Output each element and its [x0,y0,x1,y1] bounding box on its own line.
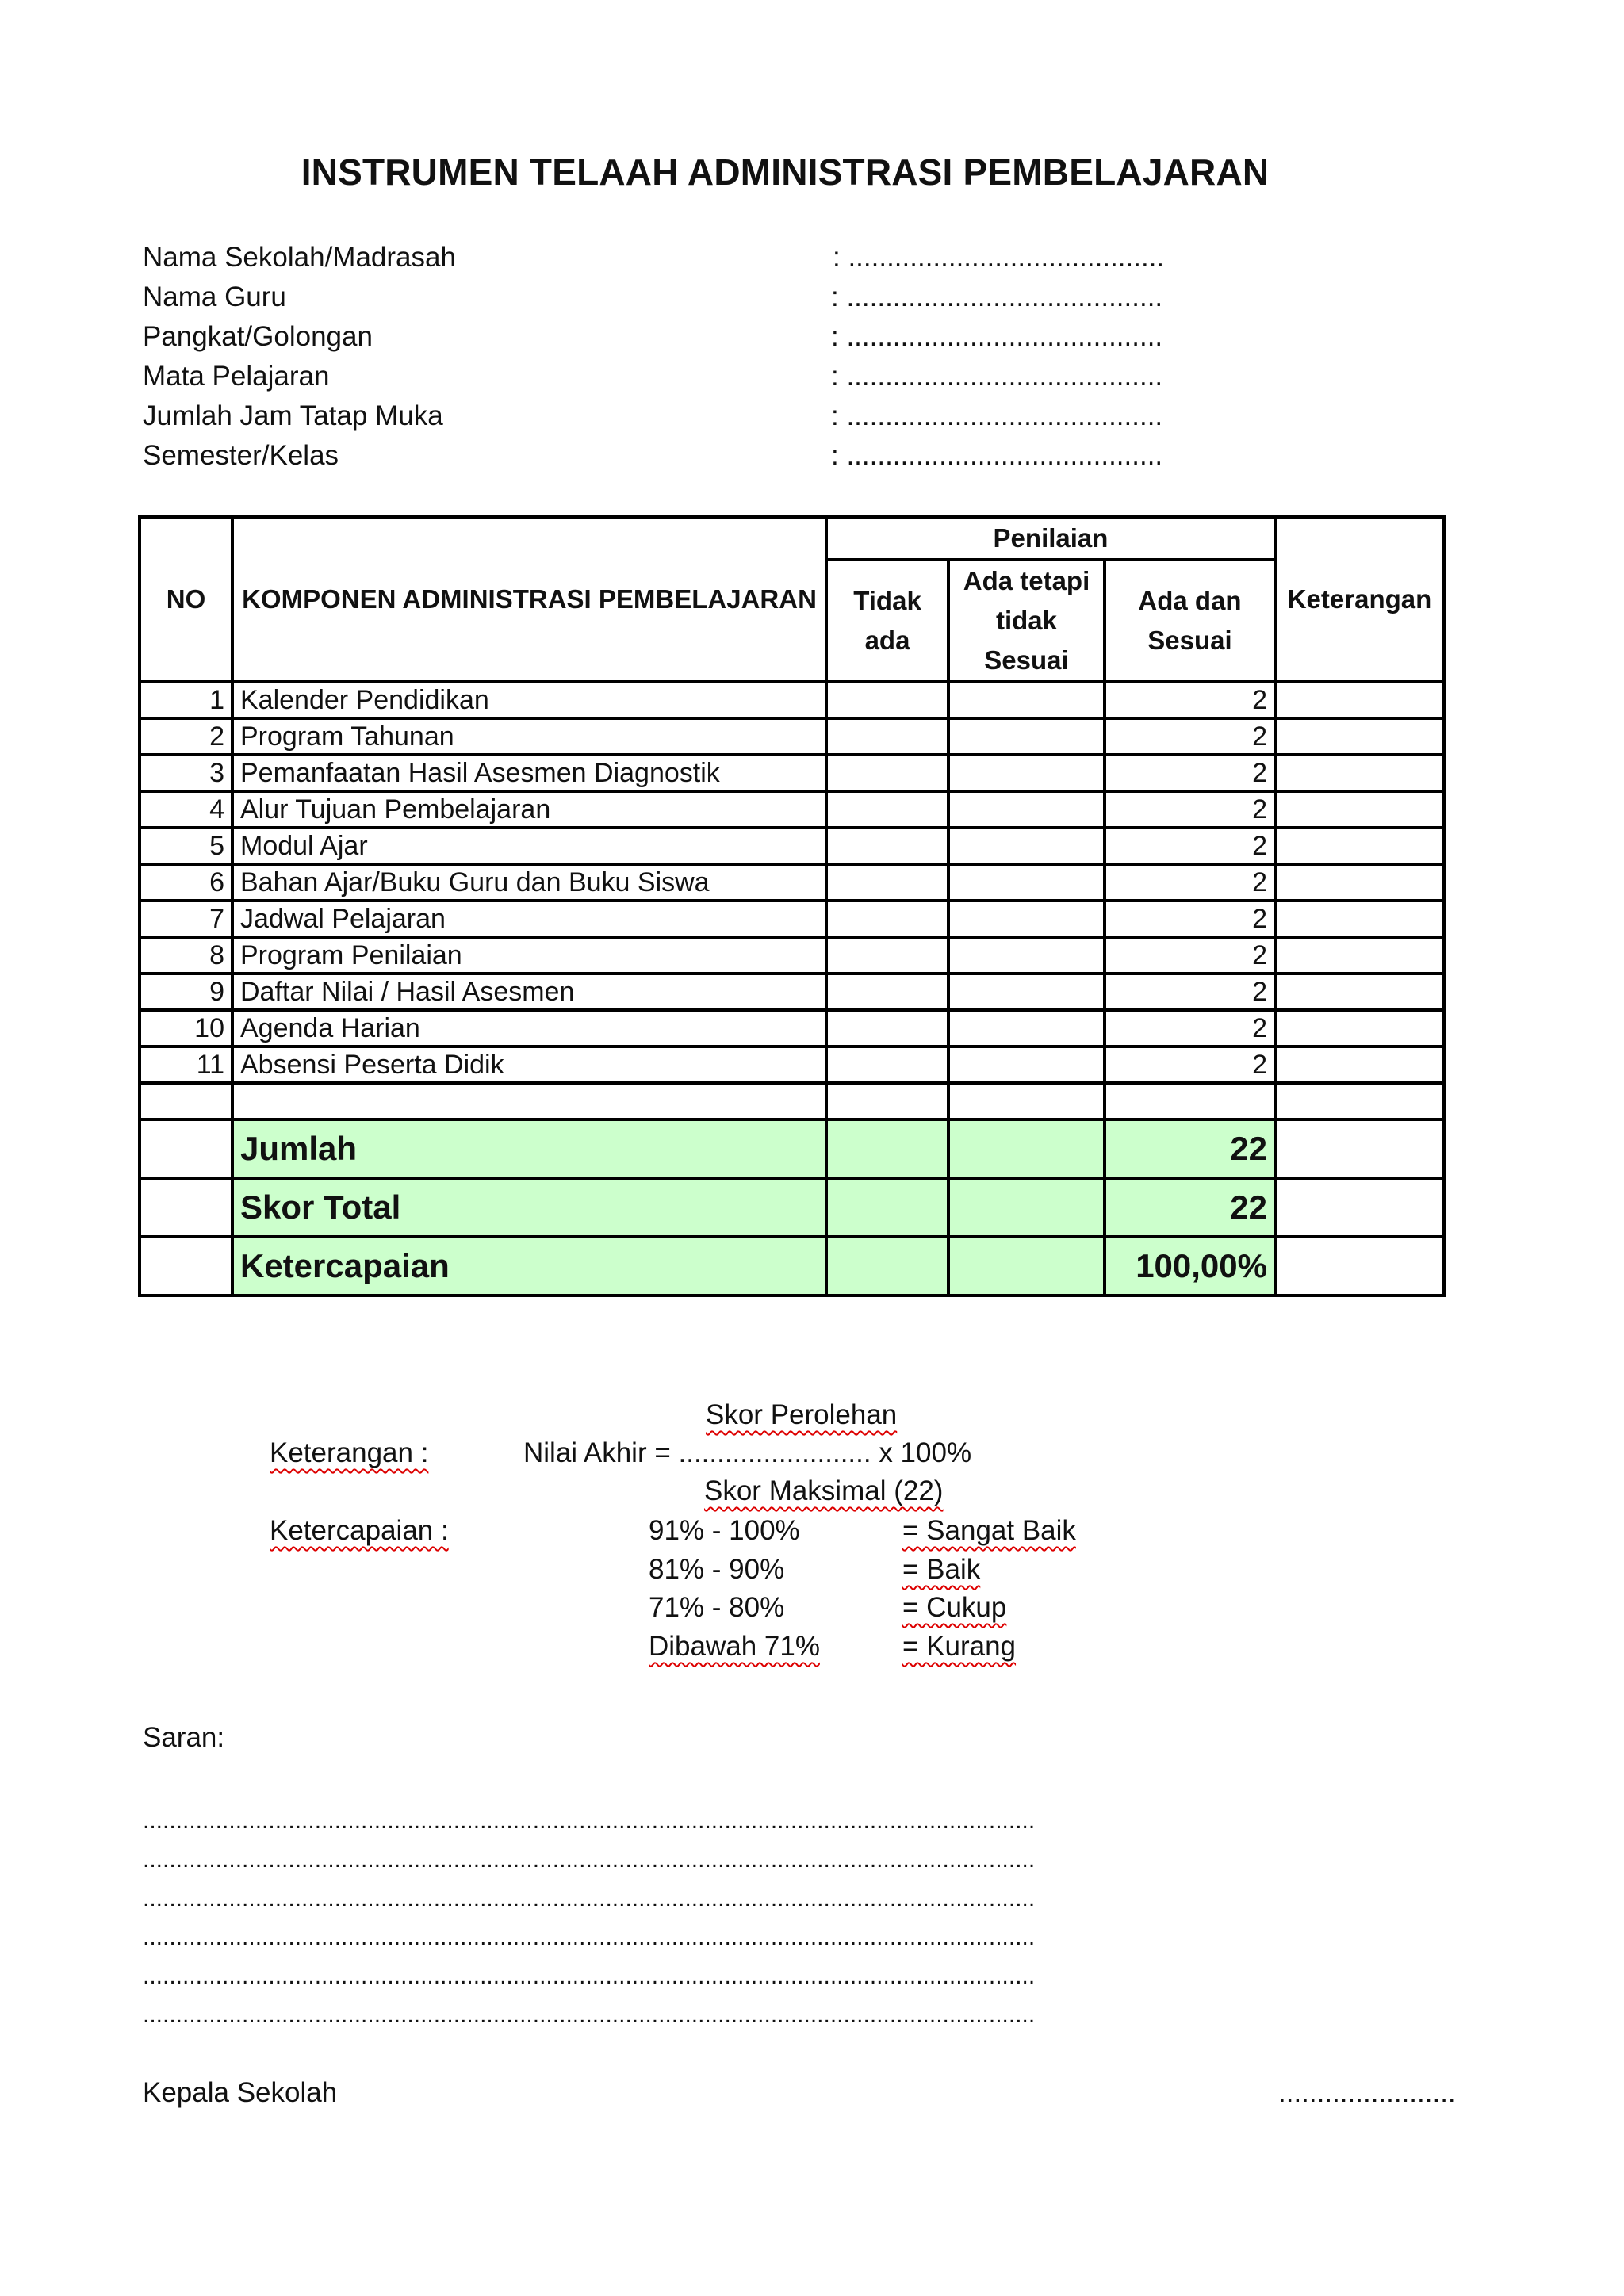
info-label: Mata Pelajaran [143,361,330,392]
summary-label: Jumlah [232,1119,826,1178]
cell-komponen: Modul Ajar [232,828,826,864]
table-row [140,682,1444,718]
saran-line[interactable]: ....................................................................................................................................... [143,2002,1036,2028]
cell-empty [826,1237,948,1295]
cell-no: 11 [140,1047,232,1083]
info-row-guru [143,277,1332,317]
header-line: Ada dan [1138,586,1242,615]
table-row [140,937,1444,974]
cell-tidak-ada [826,1047,948,1083]
cell-empty [140,1119,232,1178]
scale-result: = Cukup [902,1592,1007,1623]
cell-empty [140,1083,232,1119]
saran-line[interactable]: ....................................................................................................................................... [143,1885,1036,1911]
cell-ket [1275,718,1444,755]
info-row-semester [143,436,1332,476]
scale-range: Dibawah 71% [649,1631,820,1662]
cell-ada-tidak [948,901,1105,937]
scale-result: = Sangat Baik [902,1515,1076,1546]
info-label: Nama Guru [143,281,286,312]
saran-label: Saran: [143,1722,225,1753]
cell-ket [1275,974,1444,1010]
summary-value: 100,00% [1105,1237,1275,1295]
cell-ada-sesuai: 2 [1105,755,1275,791]
cell-komponen: Alur Tujuan Pembelajaran [232,791,826,828]
info-value: : ......................................... [831,440,1163,471]
summary-value: 22 [1105,1119,1275,1178]
cell-tidak-ada [826,901,948,937]
info-label: Semester/Kelas [143,440,339,471]
cell-ada-sesuai: 2 [1105,901,1275,937]
cell-ada-sesuai: 2 [1105,974,1275,1010]
cell-tidak-ada [826,974,948,1010]
cell-ada-tidak [948,755,1105,791]
scale-range: 71% - 80% [649,1592,785,1623]
cell-ada-tidak [948,791,1105,828]
info-label: Pangkat/Golongan [143,321,373,352]
info-row-mapel [143,357,1332,396]
header-tidak-ada [826,560,948,682]
ketercapaian-label: Ketercapaian : [270,1515,449,1546]
formula-numerator: Skor Perolehan [706,1399,898,1430]
info-label: Nama Sekolah/Madrasah [143,242,456,273]
cell-komponen: Agenda Harian [232,1010,826,1047]
cell-empty [948,1119,1105,1178]
cell-empty [826,1083,948,1119]
table-row [140,718,1444,755]
cell-empty [826,1119,948,1178]
table-row-empty [140,1083,1444,1119]
cell-ket [1275,1010,1444,1047]
cell-ada-sesuai: 2 [1105,1047,1275,1083]
cell-ada-tidak [948,828,1105,864]
cell-ada-sesuai: 2 [1105,828,1275,864]
info-label: Jumlah Jam Tatap Muka [143,400,443,431]
table-row [140,901,1444,937]
header-no: NO [140,517,232,682]
formula-denominator: Skor Maksimal (22) [704,1475,944,1506]
cell-ada-sesuai: 2 [1105,1010,1275,1047]
header-line: Sesuai [1147,626,1232,655]
cell-ada-tidak [948,682,1105,718]
cell-komponen: Pemanfaatan Hasil Asesmen Diagnostik [232,755,826,791]
cell-tidak-ada [826,864,948,901]
cell-no: 2 [140,718,232,755]
cell-ada-sesuai: 2 [1105,682,1275,718]
cell-komponen: Absensi Peserta Didik [232,1047,826,1083]
saran-line[interactable]: ....................................................................................................................................... [143,1808,1036,1834]
summary-row-skor-total [140,1178,1444,1237]
signature-line: ....................... [1278,2077,1456,2108]
saran-line[interactable]: ....................................................................................................................................... [143,1924,1036,1950]
cell-ket [1275,791,1444,828]
cell-ket [1275,864,1444,901]
cell-komponen: Program Penilaian [232,937,826,974]
cell-no: 8 [140,937,232,974]
summary-label: Skor Total [232,1178,826,1237]
header-line: Tidak [853,586,921,615]
info-value: : ......................................... [831,361,1163,392]
cell-empty [1275,1083,1444,1119]
cell-komponen: Program Tahunan [232,718,826,755]
info-row-jam [143,396,1332,436]
cell-tidak-ada [826,718,948,755]
header-line: ada [864,626,910,655]
cell-empty [1275,1119,1444,1178]
cell-ada-sesuai: 2 [1105,937,1275,974]
cell-empty [140,1178,232,1237]
kepala-sekolah-label: Kepala Sekolah [143,2077,338,2108]
cell-empty [1105,1083,1275,1119]
info-value: : ......................................... [833,242,1165,273]
summary-row-ketercapaian [140,1237,1444,1295]
scale-result: = Baik [902,1554,981,1585]
cell-ada-tidak [948,1047,1105,1083]
cell-tidak-ada [826,937,948,974]
assessment-table [138,515,1446,1297]
table-row [140,1010,1444,1047]
summary-row-jumlah [140,1119,1444,1178]
table-row [140,974,1444,1010]
cell-tidak-ada [826,791,948,828]
summary-value: 22 [1105,1178,1275,1237]
keterangan-section [270,1399,1142,1685]
cell-no: 3 [140,755,232,791]
cell-ada-tidak [948,1010,1105,1047]
cell-empty [140,1237,232,1295]
scale-range: 81% - 90% [649,1554,785,1585]
cell-komponen: Jadwal Pelajaran [232,901,826,937]
cell-no: 7 [140,901,232,937]
cell-tidak-ada [826,755,948,791]
cell-no: 5 [140,828,232,864]
cell-tidak-ada [826,828,948,864]
cell-tidak-ada [826,682,948,718]
cell-empty [826,1178,948,1237]
table-row [140,755,1444,791]
cell-no: 4 [140,791,232,828]
info-value: : ......................................... [831,321,1163,352]
cell-no: 10 [140,1010,232,1047]
header-keterangan: Keterangan [1275,517,1444,682]
header-ada-sesuai [1105,560,1275,682]
cell-ket [1275,901,1444,937]
header-komponen: KOMPONEN ADMINISTRASI PEMBELAJARAN [232,517,826,682]
info-row-pangkat [143,317,1332,357]
info-value: : ......................................... [831,400,1163,431]
table-row [140,791,1444,828]
cell-ket [1275,682,1444,718]
cell-ket [1275,828,1444,864]
info-row-sekolah [143,238,1332,277]
cell-ket [1275,1047,1444,1083]
document-title: INSTRUMEN TELAAH ADMINISTRASI PEMBELAJARAN [301,151,1270,193]
cell-komponen: Daftar Nilai / Hasil Asesmen [232,974,826,1010]
cell-no: 6 [140,864,232,901]
header-line: tidak [995,606,1058,635]
cell-no: 9 [140,974,232,1010]
saran-line[interactable]: ....................................................................................................................................... [143,1846,1036,1873]
cell-ada-tidak [948,718,1105,755]
cell-tidak-ada [826,1010,948,1047]
cell-komponen: Bahan Ajar/Buku Guru dan Buku Siswa [232,864,826,901]
info-value: : ......................................... [831,281,1163,312]
info-section [143,238,1332,476]
cell-ada-sesuai: 2 [1105,864,1275,901]
cell-ada-tidak [948,974,1105,1010]
cell-ket [1275,755,1444,791]
cell-ada-sesuai: 2 [1105,718,1275,755]
table-row [140,864,1444,901]
cell-empty [948,1083,1105,1119]
cell-ada-tidak [948,864,1105,901]
header-penilaian: Penilaian [826,517,1275,560]
scale-result: = Kurang [902,1631,1017,1662]
cell-empty [1275,1237,1444,1295]
cell-ada-sesuai: 2 [1105,791,1275,828]
table-row [140,1047,1444,1083]
cell-empty [232,1083,826,1119]
keterangan-label: Keterangan : [270,1437,429,1468]
cell-empty [948,1178,1105,1237]
cell-ada-tidak [948,937,1105,974]
cell-komponen: Kalender Pendidikan [232,682,826,718]
table-row [140,828,1444,864]
cell-ket [1275,937,1444,974]
header-ada-tidak-sesuai [948,560,1105,682]
formula-nilai-akhir: Nilai Akhir = ......................... x 100% [523,1437,972,1468]
saran-line[interactable]: ....................................................................................................................................... [143,1963,1036,1989]
cell-empty [1275,1178,1444,1237]
header-line: Ada tetapi [963,566,1090,595]
cell-empty [948,1237,1105,1295]
summary-label: Ketercapaian [232,1237,826,1295]
cell-no: 1 [140,682,232,718]
header-line: Sesuai [984,645,1069,675]
scale-range: 91% - 100% [649,1515,800,1546]
